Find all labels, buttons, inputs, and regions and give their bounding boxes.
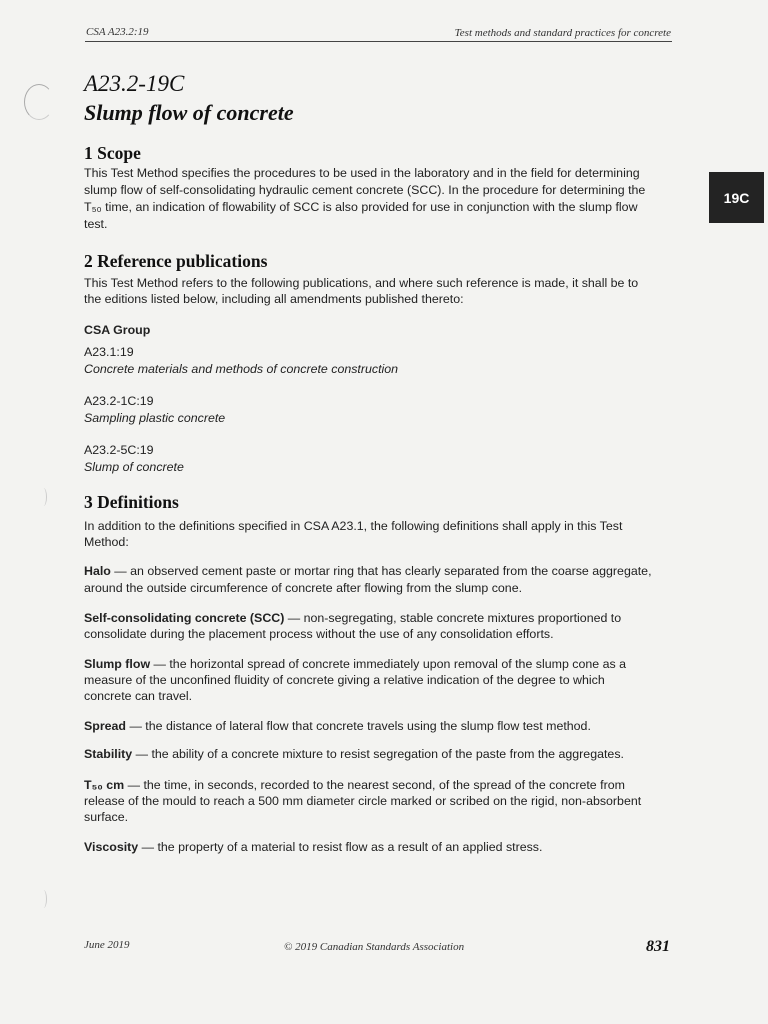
footer-copyright: © 2019 Canadian Standards Association bbox=[284, 941, 465, 953]
definition-text: release of the mould to reach a 500 mm diameter circle marked or scribed on the rigid, non-absorbent bbox=[84, 794, 642, 808]
definition-text: measure of the unconfined fluidity of concrete giving a relative indication of the degree to which bbox=[84, 673, 605, 687]
definition-text: — the time, in seconds, recorded to the nearest second, of the spread of the concrete from bbox=[124, 778, 625, 792]
document-title: Slump flow of concrete bbox=[84, 100, 294, 125]
definition-text: surface. bbox=[84, 810, 129, 824]
definitions-heading: 3 Definitions bbox=[84, 492, 179, 512]
reference-title: Sampling plastic concrete bbox=[84, 411, 226, 425]
definition-text: — an observed cement paste or mortar ring that has clearly separated from the coarse aggregate, bbox=[110, 564, 652, 578]
scope-heading: 1 Scope bbox=[84, 143, 141, 163]
definition-term: Halo bbox=[84, 564, 111, 578]
footer-page-number: 831 bbox=[646, 938, 670, 955]
definition-text: — non-segregating, stable concrete mixtures proportioned to bbox=[284, 611, 622, 625]
reference-title: Slump of concrete bbox=[84, 460, 184, 474]
definition-text: concrete can travel. bbox=[84, 689, 193, 703]
scope-line: T₅₀ time, an indication of flowability of SCC is also provided for use in conjunction with the slump flow bbox=[84, 200, 638, 214]
scope-line: slump flow of self-consolidating hydraulic cement concrete (SCC). In the procedure for determining the bbox=[84, 183, 646, 197]
definition-text: around the outside circumference of concrete after flowing from the slump cone. bbox=[84, 581, 523, 595]
definition-term: Viscosity bbox=[84, 840, 139, 854]
header-standard-code: CSA A23.2:19 bbox=[86, 26, 149, 38]
definition-term: Spread bbox=[84, 719, 127, 733]
punch-hole-mark bbox=[24, 84, 54, 120]
reference-title: Concrete materials and methods of concrete construction bbox=[84, 362, 399, 376]
scope-line: This Test Method specifies the procedures to be used in the laboratory and in the field for determining bbox=[84, 166, 640, 180]
definition-spread bbox=[84, 718, 591, 734]
definition-scc bbox=[84, 610, 621, 626]
definition-text: — the distance of lateral flow that concrete travels using the slump flow test method. bbox=[126, 719, 591, 733]
reference-code: A23.1:19 bbox=[84, 345, 134, 359]
reference-group-label: CSA Group bbox=[84, 323, 151, 337]
definitions-intro-line: In addition to the definitions specified in CSA A23.1, the following definitions shall apply in this Test bbox=[84, 519, 623, 533]
definitions-intro-line: Method: bbox=[84, 535, 129, 549]
scope-line: test. bbox=[84, 217, 108, 231]
definition-stability bbox=[84, 746, 624, 762]
scan-artifact-mark bbox=[40, 890, 47, 908]
section-tab bbox=[709, 172, 764, 223]
references-intro-line: This Test Method refers to the following publications, and where such reference is made, it shall be to bbox=[84, 276, 639, 290]
definition-text: — the property of a material to resist flow as a result of an applied stress. bbox=[138, 840, 543, 854]
definition-slump-flow bbox=[84, 656, 626, 672]
definition-text: — the ability of a concrete mixture to resist segregation of the paste from the aggregates. bbox=[132, 747, 624, 761]
definition-text: consolidate during the placement process without the use of any consolidation efforts. bbox=[84, 627, 554, 641]
document-code: A23.2-19C bbox=[84, 71, 185, 96]
footer-date: June 2019 bbox=[84, 939, 130, 951]
references-intro-line: the editions listed below, including all amendments published thereto: bbox=[84, 292, 464, 306]
definition-term: Self-consolidating concrete (SCC) bbox=[84, 611, 285, 625]
definition-term: T₅₀ cm bbox=[84, 778, 125, 792]
header-document-title: Test methods and standard practices for concrete bbox=[454, 27, 671, 39]
definition-t50 bbox=[84, 777, 625, 793]
header-rule bbox=[85, 41, 672, 42]
definition-term: Slump flow bbox=[84, 657, 151, 671]
references-heading: 2 Reference publications bbox=[84, 251, 268, 271]
definition-term: Stability bbox=[84, 747, 133, 761]
definition-text: — the horizontal spread of concrete immediately upon removal of the slump cone as a bbox=[150, 657, 627, 671]
reference-code: A23.2-1C:19 bbox=[84, 394, 154, 408]
definition-halo bbox=[84, 563, 652, 579]
section-tab-label: 19C bbox=[723, 189, 750, 206]
scan-artifact-mark bbox=[40, 488, 47, 506]
reference-code: A23.2-5C:19 bbox=[84, 443, 154, 457]
definition-viscosity bbox=[84, 839, 542, 855]
